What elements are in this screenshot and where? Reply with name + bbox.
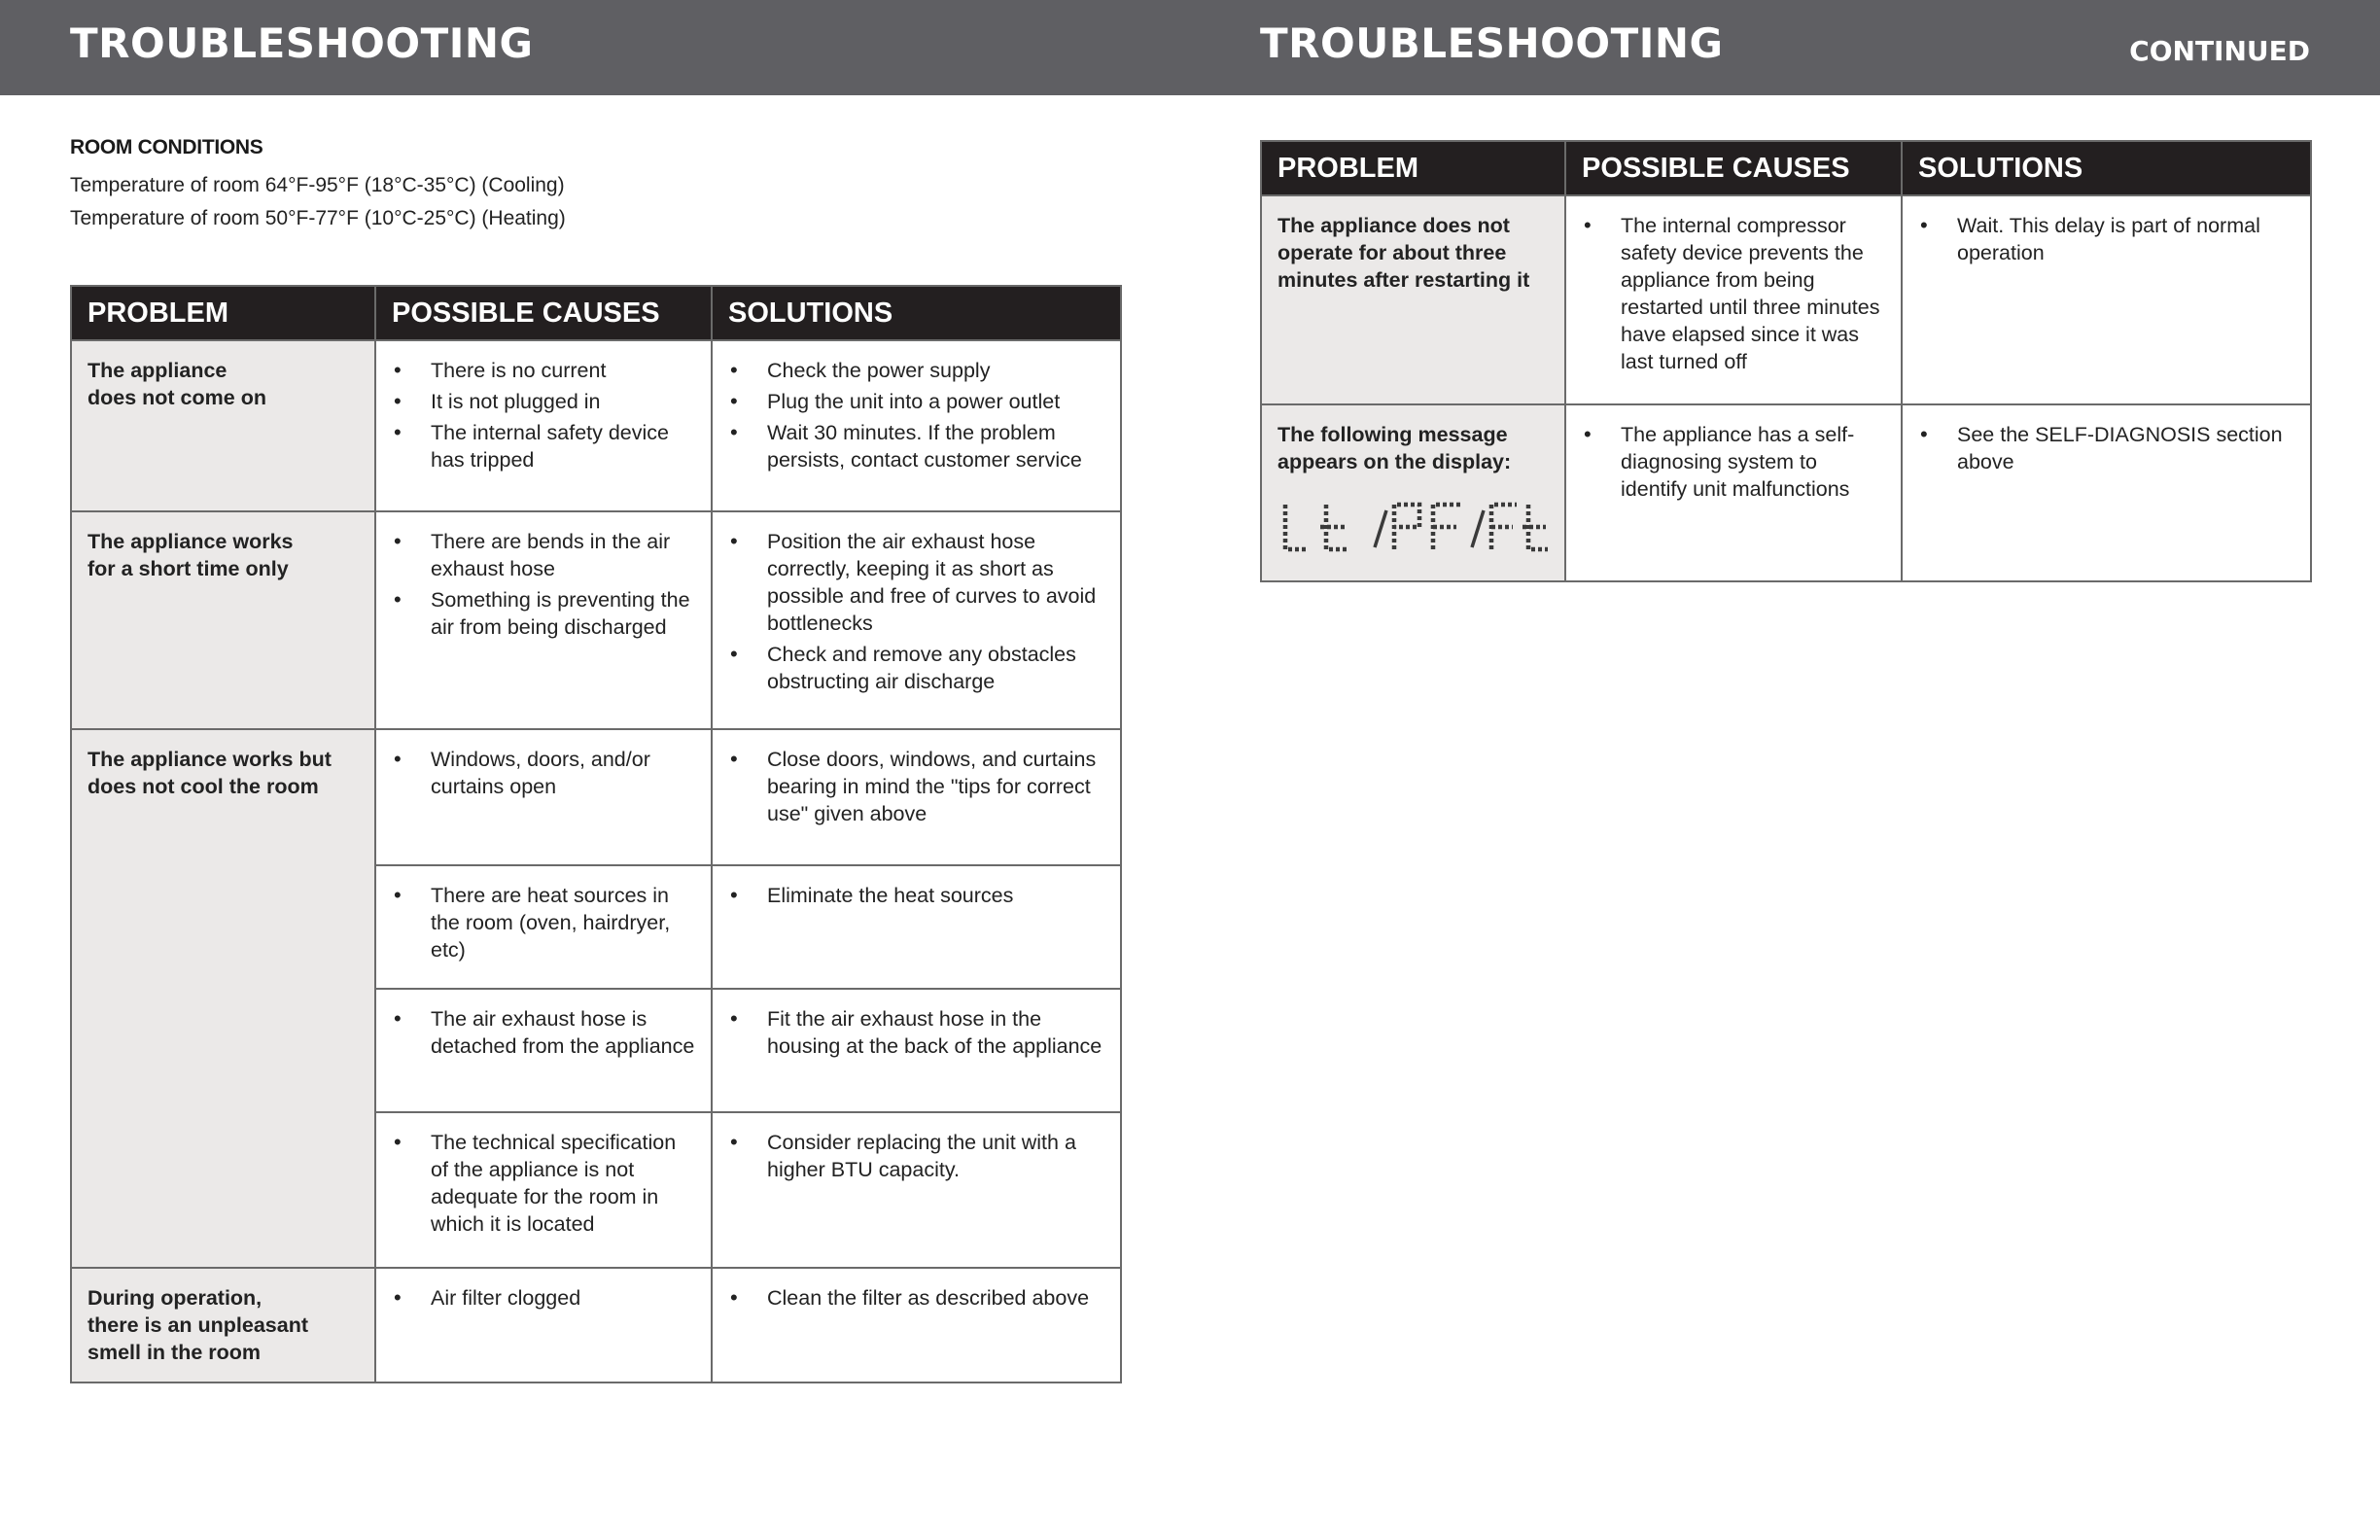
solution-item: • Check and remove any obstacles obstructing air discharge xyxy=(728,641,1108,695)
problem-line: minutes after restarting it xyxy=(1278,268,1530,292)
causes-cell xyxy=(375,511,712,729)
header-problem: PROBLEM xyxy=(71,286,375,340)
cause-item: • The internal safety device has tripped xyxy=(392,419,699,473)
solution-item: • Check the power supply xyxy=(728,357,1108,384)
cause-item: • Air filter clogged xyxy=(392,1284,699,1312)
solutions-cell xyxy=(712,511,1121,729)
solution-item: • Wait 30 minutes. If the problem persists, contact customer service xyxy=(728,419,1108,473)
solution-item: • Clean the filter as described above xyxy=(728,1284,1108,1312)
solutions-cell xyxy=(1902,195,2311,404)
cause-item: • Something is preventing the air from being discharged xyxy=(392,586,699,641)
table-row xyxy=(71,1268,1121,1382)
solution-item: • Wait. This delay is part of normal operation xyxy=(1918,212,2298,266)
problem-line: The following message xyxy=(1278,423,1508,446)
problem-line: The appliance works but xyxy=(88,748,332,771)
left-page-title: TROUBLESHOOTING xyxy=(70,19,534,67)
lcd-digit-f xyxy=(1433,505,1460,549)
causes-cell xyxy=(1565,404,1902,581)
cause-item: • The air exhaust hose is detached from the appliance xyxy=(392,1005,699,1060)
cause-item: • The internal compressor safety device prevents the appliance from being restarted until three minutes have elapsed since it was last turned off xyxy=(1582,212,1889,375)
problem-line: there is an unpleasant xyxy=(88,1313,309,1337)
problem-line: During operation, xyxy=(88,1286,262,1310)
solution-item: • Position the air exhaust hose correctly, keeping it as short as possible and free of curves to avoid bottlenecks xyxy=(728,528,1108,637)
solution-item: • Eliminate the heat sources xyxy=(728,882,1108,909)
problem-line: operate for about three xyxy=(1278,241,1507,264)
problem-cell xyxy=(1261,195,1565,404)
right-page-title: TROUBLESHOOTING xyxy=(1260,19,1724,67)
table-row xyxy=(71,340,1121,511)
problem-line: does not cool the room xyxy=(88,775,319,798)
header-solutions: SOLUTIONS xyxy=(712,286,1121,340)
header-problem: PROBLEM xyxy=(1261,141,1565,195)
problem-cell xyxy=(1261,404,1565,581)
solutions-cell xyxy=(1902,404,2311,581)
lcd-digit-f xyxy=(1491,505,1517,549)
solutions-cell xyxy=(712,1112,1121,1268)
room-conditions-title: ROOM CONDITIONS xyxy=(70,136,263,158)
table-header-row xyxy=(71,286,1121,340)
right-troubleshooting-table xyxy=(1260,140,2312,582)
problem-cell xyxy=(71,1268,375,1382)
table-header-row xyxy=(1261,141,2311,195)
problem-line: The appliance works xyxy=(88,530,294,553)
problem-line: appears on the display: xyxy=(1278,450,1512,473)
cause-item: • There are bends in the air exhaust hose xyxy=(392,528,699,582)
table-row xyxy=(71,511,1121,729)
solutions-cell xyxy=(712,729,1121,865)
solution-item: • Fit the air exhaust hose in the housing at the back of the appliance xyxy=(728,1005,1108,1060)
problem-line: The appliance xyxy=(88,359,228,382)
causes-cell xyxy=(375,1112,712,1268)
table-row xyxy=(71,729,1121,865)
header-possible-causes: POSSIBLE CAUSES xyxy=(1565,141,1902,195)
solution-item: • Close doors, windows, and curtains bearing in mind the "tips for correct use" given above xyxy=(728,746,1108,827)
solution-item: • Plug the unit into a power outlet xyxy=(728,388,1108,415)
solutions-cell xyxy=(712,989,1121,1112)
problem-cell xyxy=(71,729,375,1268)
problem-cell xyxy=(71,340,375,511)
lcd-slash xyxy=(1472,510,1484,547)
continued-label: CONTINUED xyxy=(2129,35,2310,67)
problem-cell xyxy=(71,511,375,729)
left-troubleshooting-table xyxy=(70,285,1122,1383)
table-row xyxy=(1261,404,2311,581)
header-possible-causes: POSSIBLE CAUSES xyxy=(375,286,712,340)
problem-line: The appliance does not xyxy=(1278,214,1510,237)
lcd-digit-l xyxy=(1285,505,1309,549)
causes-cell xyxy=(375,340,712,511)
causes-cell xyxy=(1565,195,1902,404)
solutions-cell xyxy=(712,1268,1121,1382)
cause-item: • The appliance has a self-diagnosing system to identify unit malfunctions xyxy=(1582,421,1889,503)
solutions-cell xyxy=(712,340,1121,511)
lcd-digit-t xyxy=(1320,505,1348,549)
cause-item: • There are heat sources in the room (oven, hairdryer, etc) xyxy=(392,882,699,963)
problem-line: for a short time only xyxy=(88,557,289,580)
problem-line: does not come on xyxy=(88,386,266,409)
lcd-digit-p xyxy=(1394,505,1419,549)
causes-cell xyxy=(375,865,712,989)
room-conditions xyxy=(70,136,1042,235)
problem-line: smell in the room xyxy=(88,1341,262,1364)
causes-cell xyxy=(375,729,712,865)
cause-item: • There is no current xyxy=(392,357,699,384)
solutions-cell xyxy=(712,865,1121,989)
causes-cell xyxy=(375,1268,712,1382)
header-solutions: SOLUTIONS xyxy=(1902,141,2311,195)
room-conditions-cooling: Temperature of room 64°F-95°F (18°C-35°C) (Cooling) xyxy=(70,174,565,196)
cause-item: • It is not plugged in xyxy=(392,388,699,415)
lcd-display-codes xyxy=(1278,501,1550,555)
room-conditions-heating: Temperature of room 50°F-77°F (10°C-25°C) (Heating) xyxy=(70,207,566,229)
cause-item: • Windows, doors, and/or curtains open xyxy=(392,746,699,800)
table-row xyxy=(1261,195,2311,404)
solution-item: • See the SELF-DIAGNOSIS section above xyxy=(1918,421,2298,475)
lcd-digit-t xyxy=(1522,505,1548,549)
causes-cell xyxy=(375,989,712,1112)
cause-item: • The technical specification of the appliance is not adequate for the room in which it is located xyxy=(392,1129,699,1238)
lcd-slash xyxy=(1375,510,1386,547)
solution-item: • Consider replacing the unit with a higher BTU capacity. xyxy=(728,1129,1108,1183)
